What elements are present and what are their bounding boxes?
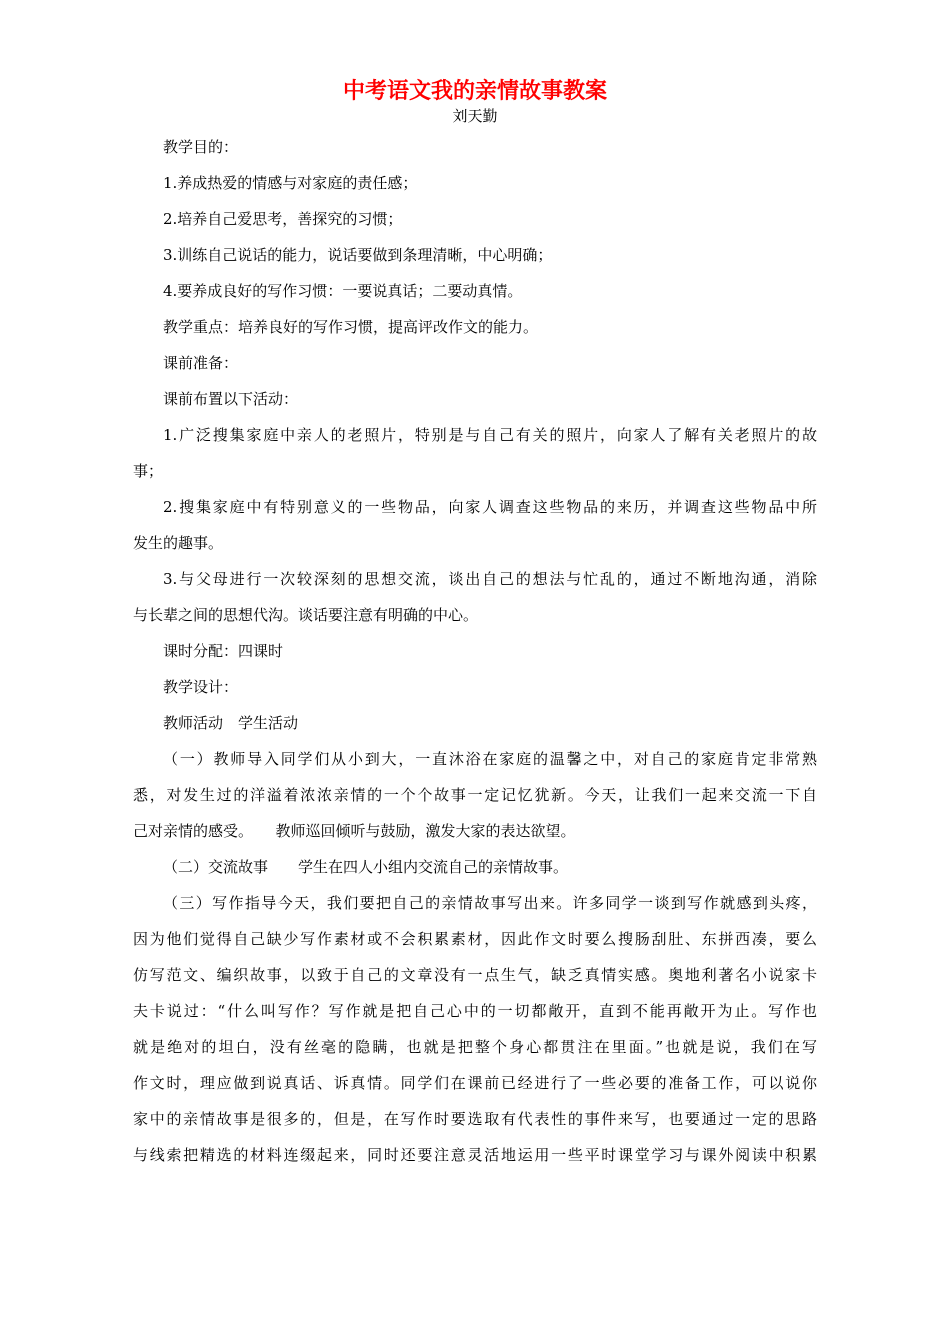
text-line: 与线索把精选的材料连缀起来，同时还要注意灵活地运用一些平时课堂学习与课外阅读中积累 [133,1146,817,1164]
text-line: 夫卡说过：“什么叫写作？写作就是把自己心中的一切都敞开，直到不能再敞开为止。写作也 [133,1002,817,1020]
document-body [133,129,817,1173]
text-line: 家中的亲情故事是很多的，但是，在写作时要选取有代表性的事件来写，也要通过一定的思路 [133,1110,817,1128]
document-author: 刘天勤 [452,107,498,125]
text-line: 1.广泛搜集家庭中亲人的老照片，特别是与自己有关的照片，向家人了解有关老照片的故 [163,426,817,444]
text-line: 教学目的： [163,138,239,156]
text-line: 2.培养自己爱思考，善探究的习惯； [163,210,403,228]
text-line: 发生的趣事。 [133,534,224,552]
text-line: 教师活动 学生活动 [163,714,299,732]
text-line: 1.养成热爱的情感与对家庭的责任感； [163,174,418,192]
text-line: 事； [133,462,164,480]
text-line: 教学重点：培养良好的写作习惯，提高评改作文的能力。 [163,318,539,336]
text-line: 3.训练自己说话的能力，说话要做到条理清晰，中心明确； [163,246,553,264]
text-line: 因为他们觉得自己缺少写作素材或不会积累素材，因此作文时要么搜肠刮肚、东拼西凑，要么 [133,930,817,948]
text-line: 作文时，理应做到说真话、诉真情。同学们在课前已经进行了一些必要的准备工作，可以说你 [133,1074,817,1092]
text-line: 3.与父母进行一次较深刻的思想交流，谈出自己的想法与忙乱的，通过不断地沟通，消除 [163,570,817,588]
text-line: 4.要养成良好的写作习惯：一要说真话；二要动真情。 [163,282,523,300]
text-line: （二）交流故事 学生在四人小组内交流自己的亲情故事。 [163,858,569,876]
text-line: 仿写范文、编织故事，以致于自己的文章没有一点生气，缺乏真情实感。奥地利著名小说家卡 [133,966,817,984]
text-line: 课时分配：四课时 [163,642,284,660]
text-line: 2.搜集家庭中有特别意义的一些物品，向家人调查这些物品的来历，并调查这些物品中所 [163,498,817,516]
text-line: 课前布置以下活动： [163,390,299,408]
text-line: 与长辈之间的思想代沟。谈话要注意有明确的中心。 [133,606,479,624]
text-line: 己对亲情的感受。 教师巡回倾听与鼓励，激发大家的表达欲望。 [133,822,576,840]
text-line: （一）教师导入同学们从小到大，一直沐浴在家庭的温馨之中，对自己的家庭肯定非常熟 [163,750,817,768]
text-line: 课前准备： [163,354,239,372]
document-title: 中考语文我的亲情故事教案 [342,79,607,104]
text-line: 就是绝对的坦白，没有丝毫的隐瞒，也就是把整个身心都贯注在里面。”也就是说，我们在写 [133,1038,817,1056]
text-line: 教学设计： [163,678,239,696]
text-line: 悉，对发生过的洋溢着浓浓亲情的一个个故事一定记忆犹新。今天，让我们一起来交流一下自 [133,786,817,804]
text-line: （三）写作指导今天，我们要把自己的亲情故事写出来。许多同学一谈到写作就感到头疼， [163,894,817,912]
